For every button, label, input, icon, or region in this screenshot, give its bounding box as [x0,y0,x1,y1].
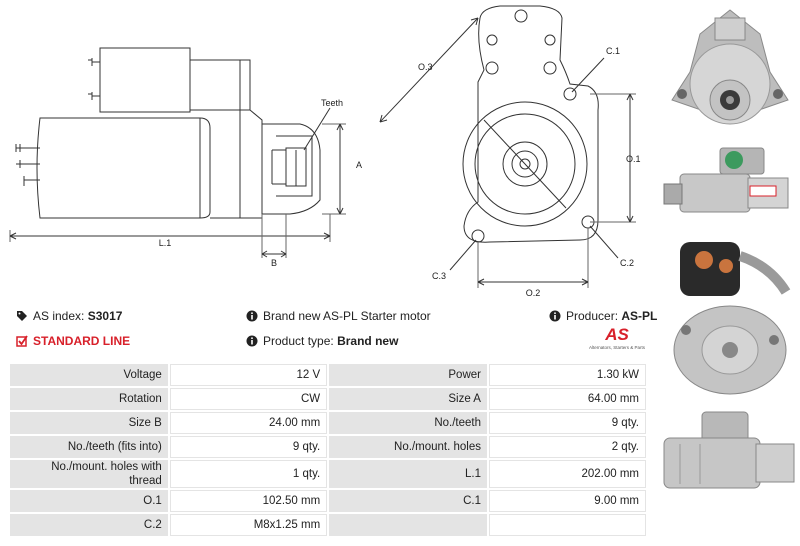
solenoid [100,48,190,112]
producer-label: Producer: [566,309,619,323]
spec-row [10,514,646,536]
spec-label: No./mount. holes with thread [10,460,168,488]
dim-o3-label: O.3 [418,62,433,72]
spec-value: 24.00 mm [170,412,327,434]
spec-value: 9 qty. [489,412,646,434]
brand-logo [585,326,649,356]
as-index-label: AS index: [33,309,85,323]
as-index-value: S3017 [87,309,123,323]
spec-row [10,388,646,410]
spec-value: 2 qty. [489,436,646,458]
spec-value: 102.50 mm [170,490,327,512]
logo-text: AS [605,325,629,344]
brand-info [246,309,431,325]
motor-body [37,118,210,218]
checkbox-check-icon [16,335,28,350]
spec-label: Size A [329,388,487,410]
brand-text: Brand new AS-PL Starter motor [263,309,431,323]
spec-label: No./teeth (fits into) [10,436,168,458]
spec-value: 9.00 mm [489,490,646,512]
photo-rear-view[interactable] [660,300,800,400]
photo-side-view[interactable] [660,404,800,500]
info-icon [549,310,561,325]
product-type-value: Brand new [337,334,399,348]
spec-row [10,412,646,434]
spec-row [10,436,646,458]
photo-solenoid-terminals[interactable] [660,236,800,300]
info-icon [246,335,258,350]
teeth-label: Teeth [320,98,344,108]
standard-line-label: STANDARD LINE [33,334,131,348]
dim-c1-label: C.1 [606,46,621,56]
spec-row [10,490,646,512]
product-type [246,334,398,350]
spec-label: C.1 [329,490,487,512]
product-type-label: Product type: [263,334,334,348]
producer [549,309,657,325]
spec-label: Power [329,364,487,386]
spec-value: 64.00 mm [489,388,646,410]
as-index [16,309,122,325]
dim-a-label: A [356,160,363,170]
dim-l1-label: L.1 [158,238,172,248]
flange-outline [464,6,598,242]
dim-o2-label: O.2 [525,288,541,298]
spec-label: Voltage [10,364,168,386]
spec-label: Size B [10,412,168,434]
spec-label: O.1 [10,490,168,512]
producer-value: AS-PL [621,309,658,323]
technical-drawing [0,0,660,300]
product-photos [660,0,800,546]
tag-icon [16,310,28,325]
photo-front-view[interactable] [660,2,800,130]
dim-c2-label: C.2 [620,258,635,268]
spec-value: 1.30 kW [489,364,646,386]
spec-value: 202.00 mm [489,460,646,488]
spec-label [329,514,487,536]
photo-side-view-label[interactable] [660,140,800,220]
spec-value: 1 qty. [170,460,327,488]
logo-subtitle: Alternators, Starters & Parts [588,345,646,350]
standard-line [16,334,130,350]
spec-value [489,514,646,536]
spec-label: Rotation [10,388,168,410]
dim-b-label: B [270,258,278,268]
spec-label: C.2 [10,514,168,536]
spec-value: 9 qty. [170,436,327,458]
spec-value: M8x1.25 mm [170,514,327,536]
spec-label: No./mount. holes [329,436,487,458]
specs-table [8,362,648,538]
spec-row [10,460,646,488]
spec-value: CW [170,388,327,410]
dim-o1-label: O.1 [626,154,641,164]
spec-row [10,364,646,386]
info-icon [246,310,258,325]
spec-value: 12 V [170,364,327,386]
dim-c3-label: C.3 [432,271,447,281]
spec-label: No./teeth [329,412,487,434]
spec-label: L.1 [329,460,487,488]
